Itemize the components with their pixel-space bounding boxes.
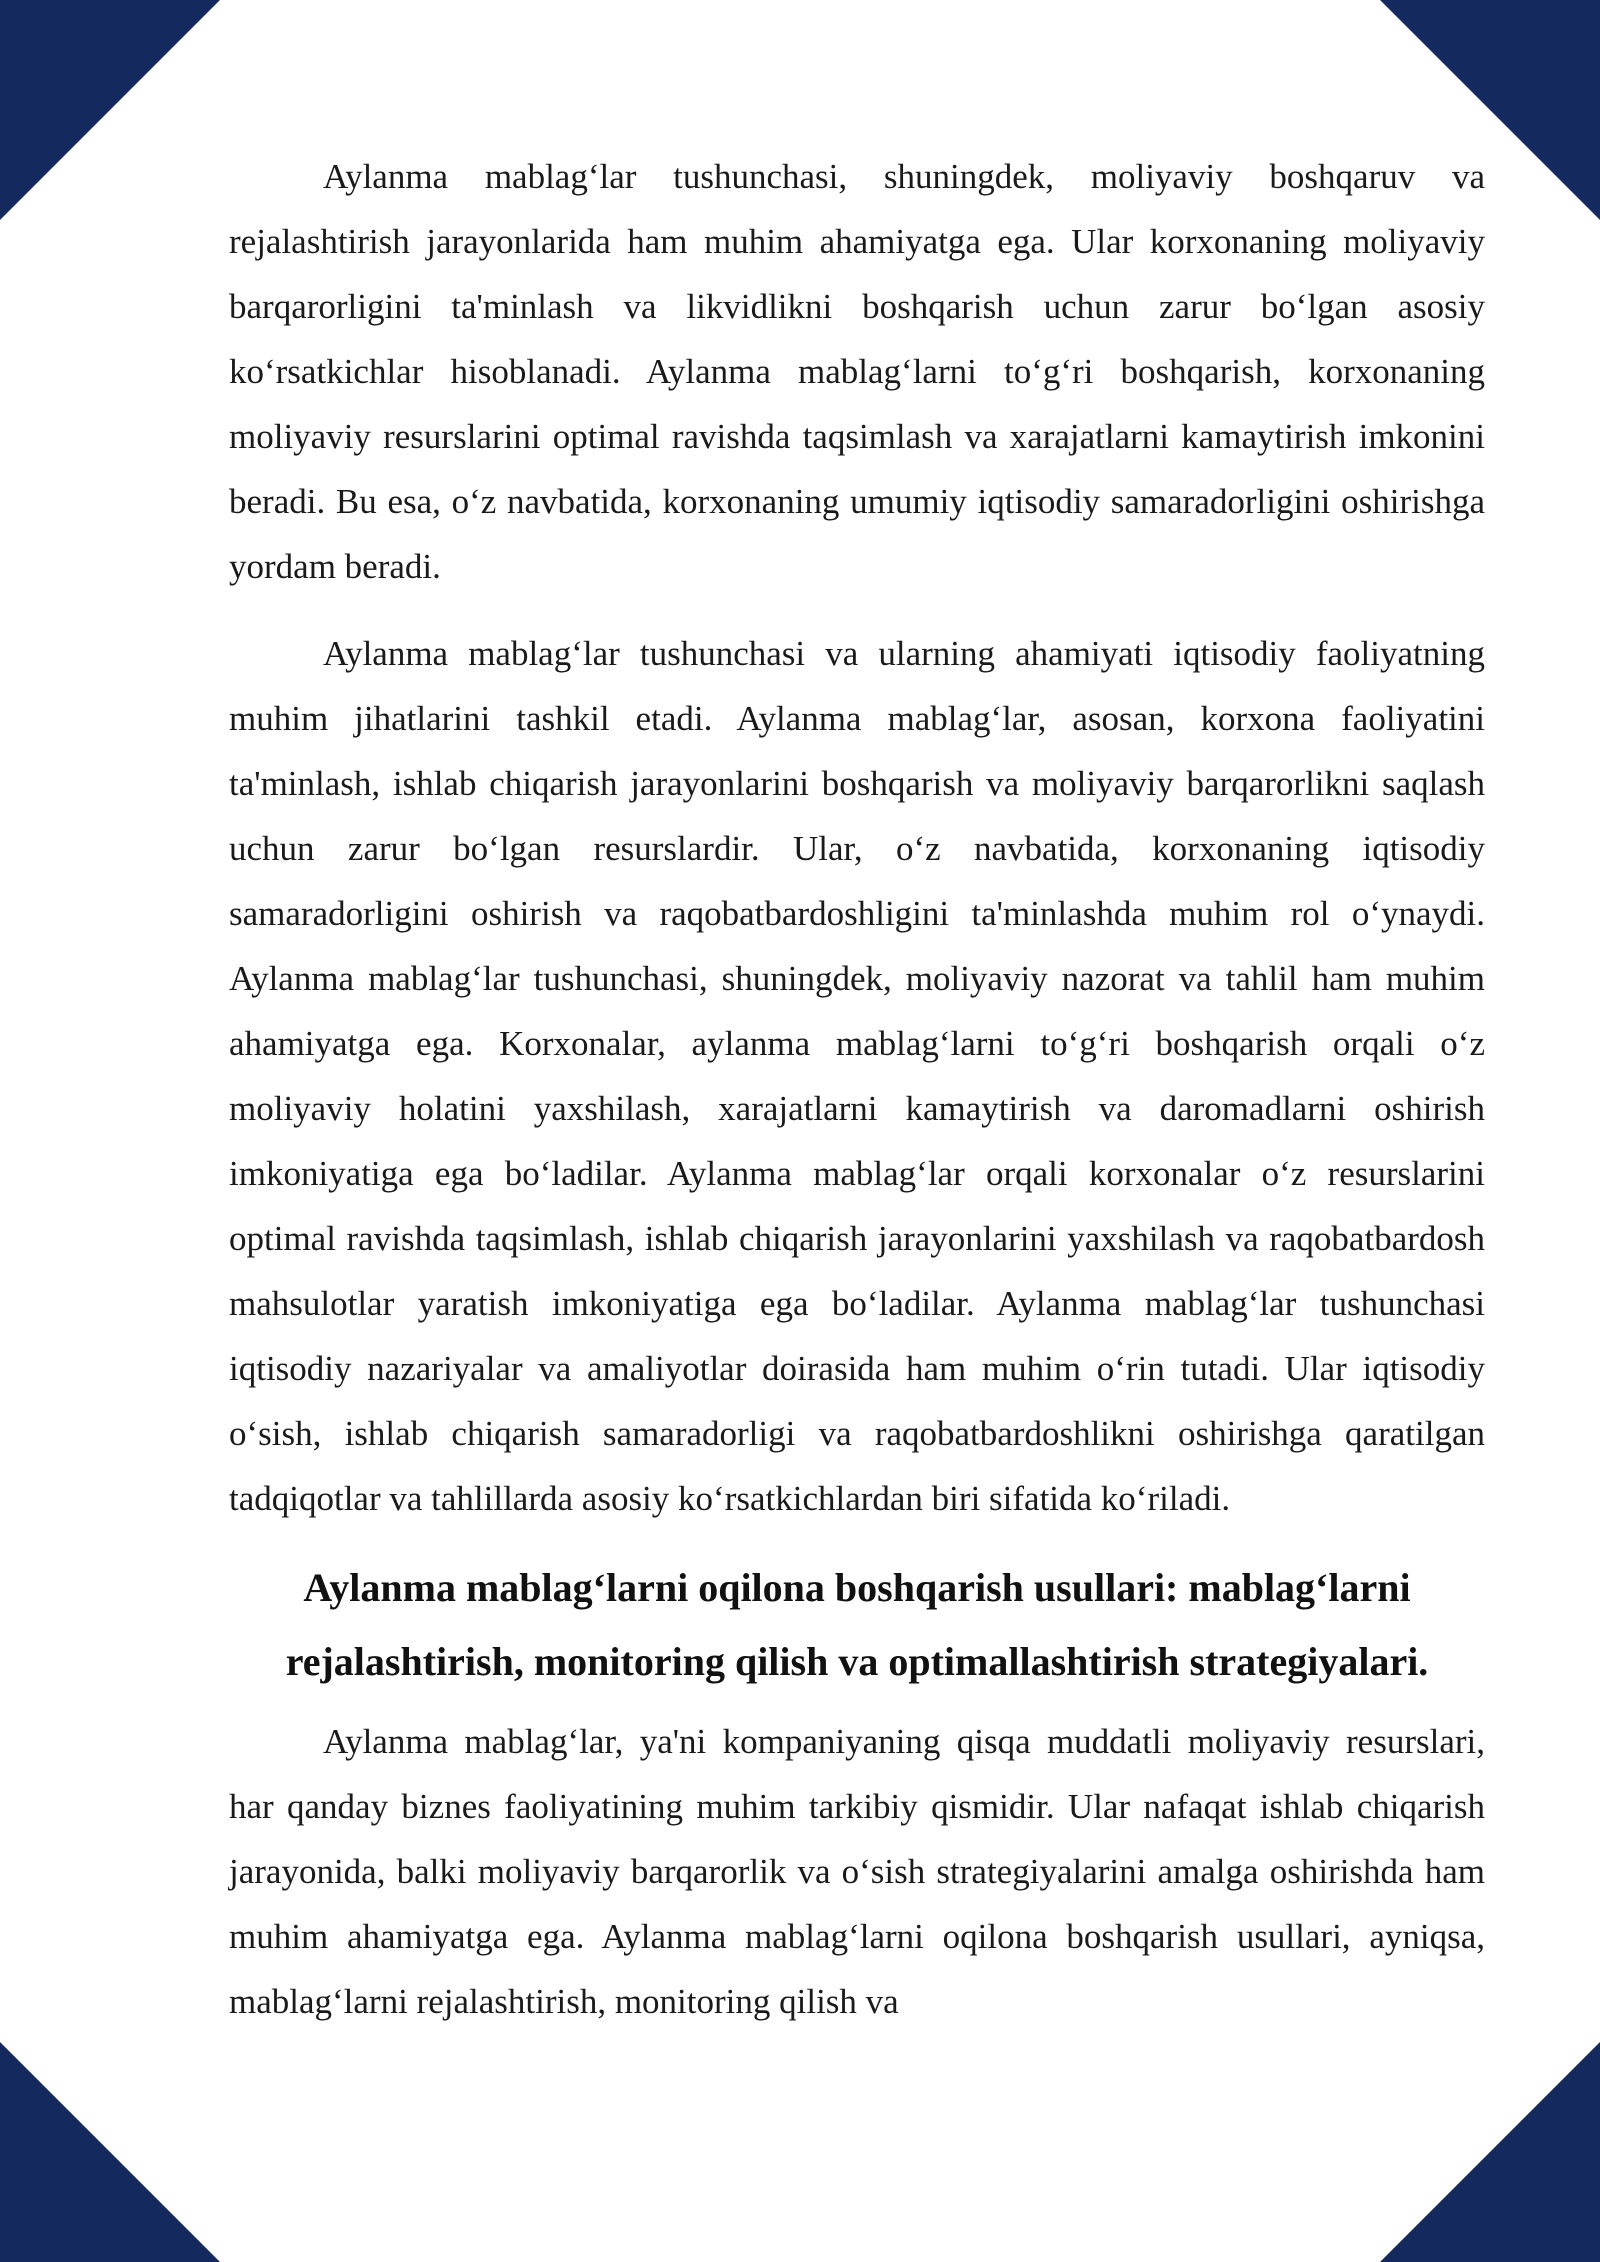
section-heading: Aylanma mablag‘larni oqilona boshqarish usullari: mablag‘larni rejalashtirish, monitoring qilish va optimallashtirish strategiyalari. [285, 1565, 1429, 1684]
paragraph-2: Aylanma mablag‘lar tushunchasi va ularning ahamiyati iqtisodiy faoliyatning muhim jihatlarini tashkil etadi. Aylanma mablag‘lar, asosan, korxona faoliyatini ta'minlash, ishlab chiqarish jarayonlarini boshqarish va moliyaviy barqarorlikni saqlash uchun zarur bo‘lgan resurslardir. Ular, o‘z navbatida, korxonaning iqtisodiy samaradorligini oshirish va raqobatbardoshligini ta'minlashda muhim rol o‘ynaydi. Aylanma mablag‘lar tushunchasi, shuningdek, moliyaviy nazorat va tahlil ham muhim ahamiyatga ega. Korxonalar, aylanma mablag‘larni to‘g‘ri boshqarish orqali o‘z moliyaviy holatini yaxshilash, xarajatlarni kamaytirish va daromadlarni oshirish imkoniyatiga ega bo‘ladilar. Aylanma mablag‘lar orqali korxonalar o‘z resurslarini optimal ravishda taqsimlash, ishlab chiqarish jarayonlarini yaxshilash va raqobatbardosh mahsulotlar yaratish imkoniyatiga ega bo‘ladilar. Aylanma mablag‘lar tushunchasi iqtisodiy nazariyalar va amaliyotlar doirasida ham muhim o‘rin tutadi. Ular iqtisodiy o‘sish, ishlab chiqarish samaradorligi va raqobatbardoshlikni oshirishga qaratilgan tadqiqotlar va tahlillarda asosiy ko‘rsatkichlardan biri sifatida ko‘riladi. [229, 634, 1485, 1518]
corner-triangle-top-left [0, 0, 220, 220]
corner-triangle-bottom-left [0, 2042, 220, 2262]
paragraph-3: Aylanma mablag‘lar, ya'ni kompaniyaning qisqa muddatli moliyaviy resurslari, har qanday biznes faoliyatining muhim tarkibiy qismidir. Ular nafaqat ishlab chiqarish jarayonida, balki moliyaviy barqarorlik va o‘sish strategiyalarini amalga oshirishda ham muhim ahamiyatga ega. Aylanma mablag‘larni oqilona boshqarish usullari, ayniqsa, mablag‘larni rejalashtirish, monitoring qilish va [229, 1722, 1485, 2021]
paragraph-1: Aylanma mablag‘lar tushunchasi, shuningdek, moliyaviy boshqaruv va rejalashtirish jarayonlarida ham muhim ahamiyatga ega. Ular korxonaning moliyaviy barqarorligini ta'minlash va likvidlikni boshqarish uchun zarur bo‘lgan asosiy ko‘rsatkichlar hisoblanadi. Aylanma mablag‘larni to‘g‘ri boshqarish, korxonaning moliyaviy resurslarini optimal ravishda taqsimlash va xarajatlarni kamaytirish imkonini beradi. Bu esa, o‘z navbatida, korxonaning umumiy iqtisodiy samaradorligini oshirishga yordam beradi. [229, 157, 1485, 586]
page-body [229, 144, 1485, 2034]
corner-triangle-bottom-right [1380, 2042, 1600, 2262]
